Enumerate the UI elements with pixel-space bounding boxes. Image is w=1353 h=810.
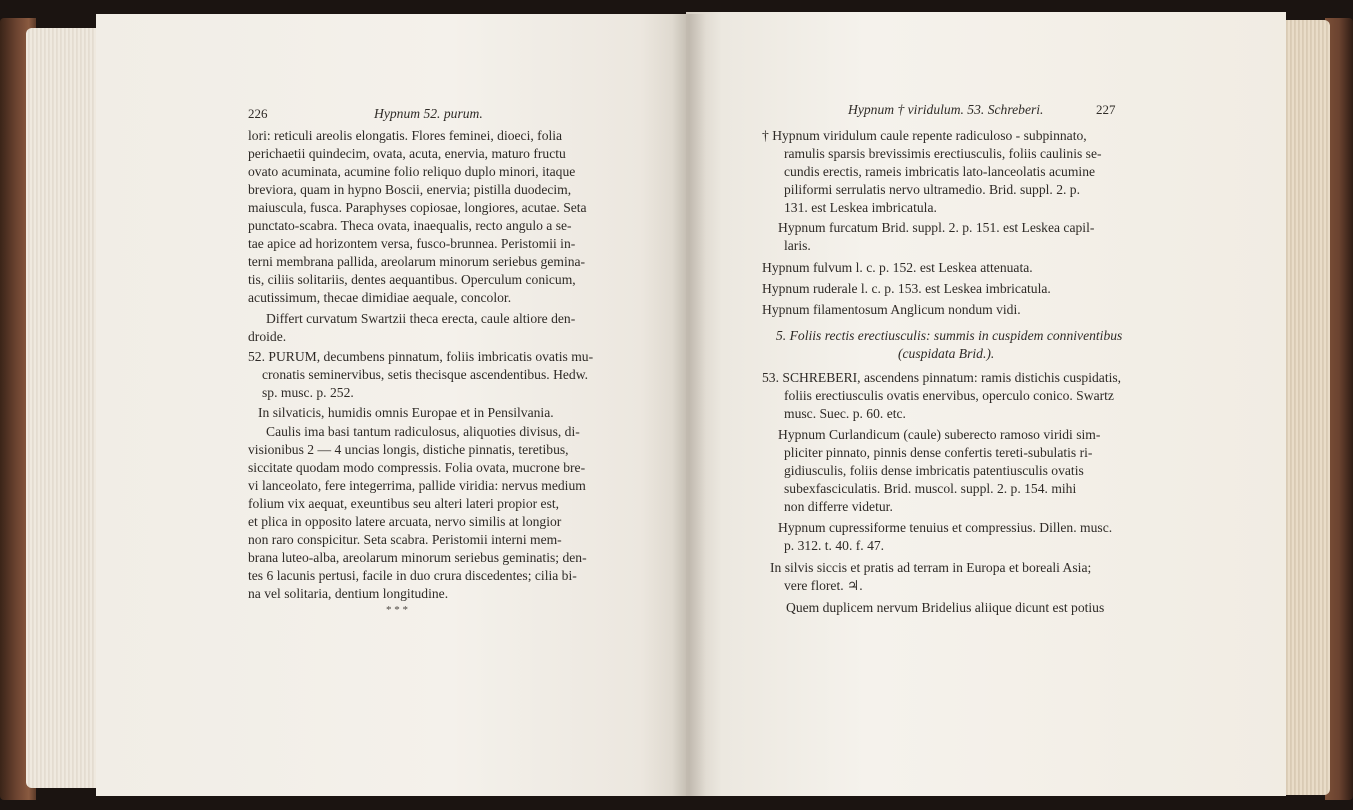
- text-line: lori: reticuli areolis elongatis. Flores feminei, dioeci, folia: [248, 128, 563, 143]
- text-line: laris.: [784, 238, 811, 253]
- text-line: ovato acuminata, acumine folio reliquo duplo minori, itaque: [248, 164, 576, 179]
- right-page: [686, 12, 1286, 796]
- text-line: Hypnum ruderale l. c. p. 153. est Leskea imbricatula.: [762, 281, 1051, 296]
- text-line: breviora, quam in hypno Boscii, enervia; pistilla duodecim,: [248, 182, 572, 197]
- text-line: visionibus 2 — 4 uncias longis, distiche pinnatis, teretibus,: [248, 442, 569, 457]
- text-line: et plica in opposito latere arcuata, nervo similis at longior: [248, 514, 562, 529]
- text-line: siccitate quodam modo compressis. Folia ovata, mucrone bre-: [248, 460, 586, 475]
- text-line: punctato-scabra. Theca ovata, inaequalis, recto angulo a se-: [248, 218, 572, 233]
- section-heading-sub: (cuspidata Brid.).: [898, 346, 995, 361]
- text-line: gidiusculis, foliis dense imbricatis patentiusculis ovatis: [784, 463, 1084, 478]
- text-line: subexfasciculatis. Brid. muscol. suppl. 2. p. 154. mihi: [784, 481, 1077, 496]
- text-line: Hypnum fulvum l. c. p. 152. est Leskea attenuata.: [762, 260, 1033, 275]
- text-line: ramulis sparsis brevissimis erectiusculis, foliis caulinis se-: [784, 146, 1102, 161]
- text-line: tis, ciliis solitariis, dentes aequantibus. Operculum conicum,: [248, 272, 576, 287]
- text-line: cundis erectis, rameis imbricatis lato-lanceolatis acumine: [784, 164, 1096, 179]
- text-line: Caulis ima basi tantum radiculosus, aliquoties divisus, di-: [266, 424, 580, 439]
- text-line: Quem duplicem nervum Bridelius aliique dicunt est potius: [786, 600, 1105, 615]
- text-line: non differre videtur.: [784, 499, 893, 514]
- text-line: 131. est Leskea imbricatula.: [784, 200, 937, 215]
- page-number-right: 227: [1096, 102, 1116, 117]
- text-line: tes 6 lacunis pertusi, facile in duo crura discedentes; cilia bi-: [248, 568, 577, 583]
- text-line: vi lanceolato, fere integerrima, pallide viridia: nervus medium: [248, 478, 586, 493]
- text-line: tae apice ad horizontem versa, fusco-brunnea. Peristomii in-: [248, 236, 576, 251]
- species-entry-line: 52. PURUM, decumbens pinnatum, foliis imbricatis ovatis mu-: [248, 349, 594, 364]
- text-line: Hypnum cupressiforme tenuius et compressius. Dillen. musc.: [778, 520, 1113, 535]
- species-entry-line: 53. SCHREBERI, ascendens pinnatum: ramis distichis cuspidatis,: [762, 370, 1122, 385]
- text-line: In silvis siccis et pratis ad terram in Europa et boreali Asia;: [770, 560, 1092, 575]
- page-number-left: 226: [248, 106, 268, 121]
- text-line: In silvaticis, humidis omnis Europae et in Pensilvania.: [258, 405, 554, 420]
- text-line: foliis erectiusculis ovatis enervibus, operculo conico. Swartz: [784, 388, 1114, 403]
- text-line: perichaetii quindecim, ovata, acuta, enervia, maturo fructu: [248, 146, 566, 161]
- text-line: terni membrana pallida, areolarum minorum seriebus gemina-: [248, 254, 586, 269]
- text-line: non raro conspicitur. Seta scabra. Peristomii interni mem-: [248, 532, 562, 547]
- text-line: cronatis seminervibus, setis thecisque ascendentibus. Hedw.: [262, 367, 589, 382]
- text-line: Differt curvatum Swartzii theca erecta, caule altiore den-: [266, 311, 576, 326]
- text-line: musc. Suec. p. 60. etc.: [784, 406, 906, 421]
- left-page: [96, 14, 688, 796]
- book-gutter: [672, 14, 706, 796]
- section-heading: 5. Foliis rectis erectiusculis: summis in cuspidem conniventibus: [776, 328, 1123, 343]
- text-line: maiuscula, fusca. Paraphyses copiosae, longiores, acutae. Seta: [248, 200, 587, 215]
- text-line: p. 312. t. 40. f. 47.: [784, 538, 885, 553]
- ornament-stars: * * *: [386, 604, 408, 616]
- text-line: vere floret. ♃.: [784, 578, 863, 593]
- text-line: pliciter pinnato, pinnis dense confertis tereti-subulatis ri-: [784, 445, 1093, 460]
- text-line: droide.: [248, 329, 287, 344]
- text-line: Hypnum furcatum Brid. suppl. 2. p. 151. est Leskea capil-: [778, 220, 1095, 235]
- page-edges-left: [26, 28, 106, 788]
- running-head-left: Hypnum 52. purum.: [374, 106, 483, 121]
- text-line: Hypnum filamentosum Anglicum nondum vidi.: [762, 302, 1021, 317]
- text-line: na vel solitaria, dentium longitudine.: [248, 586, 449, 601]
- text-line: sp. musc. p. 252.: [262, 385, 354, 400]
- text-line: brana luteo-alba, areolarum minorum seriebus geminatis; den-: [248, 550, 587, 565]
- text-line: † Hypnum viridulum caule repente radiculoso - subpinnato,: [762, 128, 1087, 143]
- text-line: Hypnum Curlandicum (caule) suberecto ramoso viridi sim-: [778, 427, 1101, 442]
- text-line: acutissimum, thecae dimidiae aequale, concolor.: [248, 290, 512, 305]
- text-line: piliformi serrulatis nervo ultramedio. Brid. suppl. 2. p.: [784, 182, 1080, 197]
- running-head-right: Hypnum † viridulum. 53. Schreberi.: [848, 102, 1044, 117]
- text-line: folium vix aequat, exeuntibus seu alteri lateri propior est,: [248, 496, 560, 511]
